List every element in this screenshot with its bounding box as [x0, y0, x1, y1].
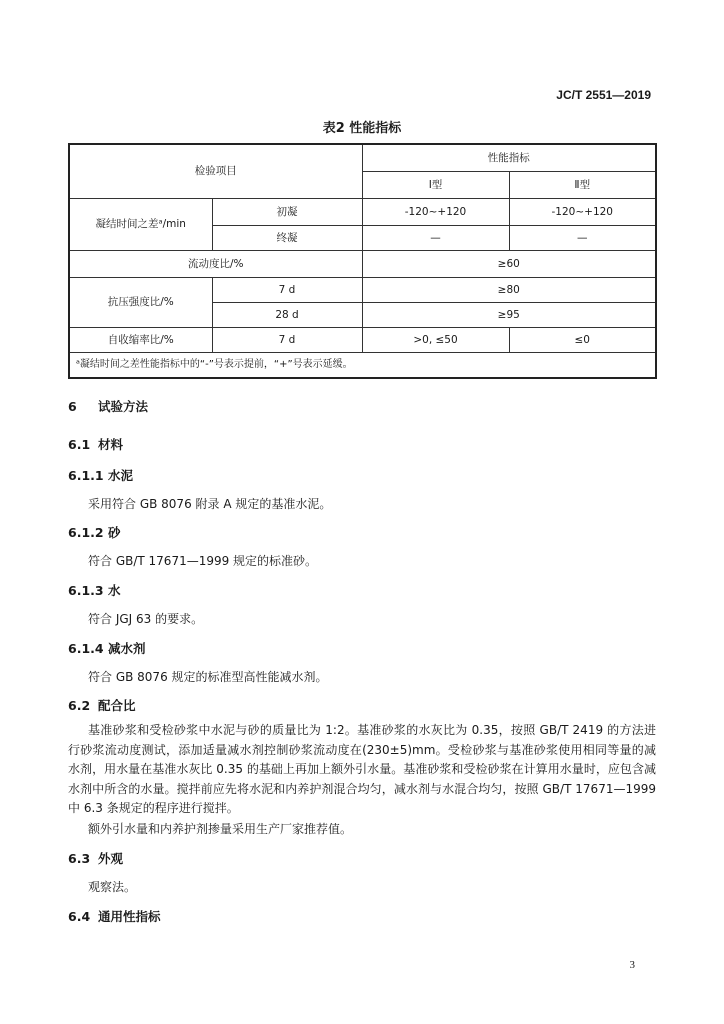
- section-6-2-heading: [68, 696, 136, 714]
- section-6-1-3-heading: [68, 581, 121, 599]
- section-6-heading: [68, 397, 148, 415]
- cell-comp-28d: ≥95: [362, 303, 656, 328]
- cell-initial: 初凝: [212, 199, 362, 226]
- section-6-1-4-heading: [68, 639, 146, 657]
- section-title: 通用性指标: [98, 909, 161, 924]
- section-number: 6: [68, 399, 77, 414]
- header-type-1: Ⅰ型: [362, 172, 509, 199]
- section-number: 6.2: [68, 698, 91, 713]
- section-6-1-2-heading: [68, 523, 121, 541]
- section-6-2-paragraph-2: 额外引水量和内养护剂掺量采用生产厂家推荐值。: [88, 822, 353, 836]
- cell-age-7d: 7 d: [212, 278, 362, 303]
- table-title: 表2 性能指标: [322, 121, 402, 136]
- section-6-2-paragraph-1: 基准砂浆和受检砂浆中水泥与砂的质量比为 1:2。基准砂浆的水灰比为 0.35，按照 GB/T 2419 的方法进行砂浆流动度测试，添加适量减水剂控制砂浆流动度在(230±5)mm。受检砂浆与基准砂浆使用相同等量的减水剂，用水量在基准水灰比 0.35 的基础上再加上额外引水量。基准砂浆和受检砂浆在计算用水量时，应包含减水剂中所含的水量。搅拌前应先将水泥和内养护剂混合均匀，减水剂与水混合均匀，按照 GB/T 17671—1999 中 6.3 条规定的程序进行搅拌。: [68, 723, 656, 815]
- section-title: 减水剂: [108, 641, 146, 656]
- section-6-1-heading: [68, 435, 123, 453]
- section-number: 6.1.4: [68, 641, 104, 656]
- cell-final-1: —: [362, 226, 509, 251]
- cell-final: 终凝: [212, 226, 362, 251]
- header-item: 检验项目: [69, 144, 362, 199]
- section-title: 试验方法: [98, 399, 149, 414]
- performance-table: [68, 143, 657, 379]
- cell-fluidity: ≥60: [362, 251, 656, 278]
- section-number: 6.1.3: [68, 583, 104, 598]
- section-title: 砂: [108, 525, 121, 540]
- table-note: ᵃ凝结时间之差性能指标中的“-”号表示提前，“+”号表示延缓。: [69, 353, 656, 379]
- page-number: 3: [629, 959, 635, 971]
- cell-shrink-age: 7 d: [212, 328, 362, 353]
- section-number: 6.4: [68, 909, 91, 924]
- section-6-1-2-text: 符合 GB/T 17671—1999 规定的标准砂。: [88, 554, 318, 568]
- cell-initial-1: -120~+120: [362, 199, 509, 226]
- section-6-1-1-heading: [68, 466, 133, 484]
- section-title: 配合比: [98, 698, 136, 713]
- section-title: 材料: [98, 437, 124, 452]
- section-number: 6.3: [68, 851, 91, 866]
- section-6-1-3-text: 符合 JGJ 63 的要求。: [88, 612, 204, 626]
- cell-final-2: —: [509, 226, 656, 251]
- section-6-3-text: 观察法。: [88, 880, 137, 894]
- section-title: 水: [108, 583, 121, 598]
- row-setting-diff: 凝结时间之差ᵃ/min: [69, 199, 212, 251]
- section-6-4-heading: [68, 907, 161, 925]
- section-number: 6.1.2: [68, 525, 104, 540]
- section-number: 6.1: [68, 437, 91, 452]
- cell-shrink-2: ≤0: [509, 328, 656, 353]
- row-fluidity: 流动度比/%: [69, 251, 362, 278]
- section-number: 6.1.1: [68, 468, 104, 483]
- cell-comp-7d: ≥80: [362, 278, 656, 303]
- section-6-1-4-text: 符合 GB 8076 规定的标准型高性能减水剂。: [88, 670, 328, 684]
- section-title: 外观: [98, 851, 124, 866]
- section-6-1-1-text: 采用符合 GB 8076 附录 A 规定的基准水泥。: [88, 497, 332, 511]
- row-compressive: 抗压强度比/%: [69, 278, 212, 328]
- header-index: 性能指标: [362, 144, 656, 172]
- header-type-2: Ⅱ型: [509, 172, 656, 199]
- standard-number: JC/T 2551—2019: [556, 88, 651, 102]
- section-title: 水泥: [108, 468, 134, 483]
- cell-shrink-1: >0, ≤50: [362, 328, 509, 353]
- section-6-3-heading: [68, 849, 123, 867]
- row-shrinkage: 自收缩率比/%: [69, 328, 212, 353]
- cell-initial-2: -120~+120: [509, 199, 656, 226]
- cell-age-28d: 28 d: [212, 303, 362, 328]
